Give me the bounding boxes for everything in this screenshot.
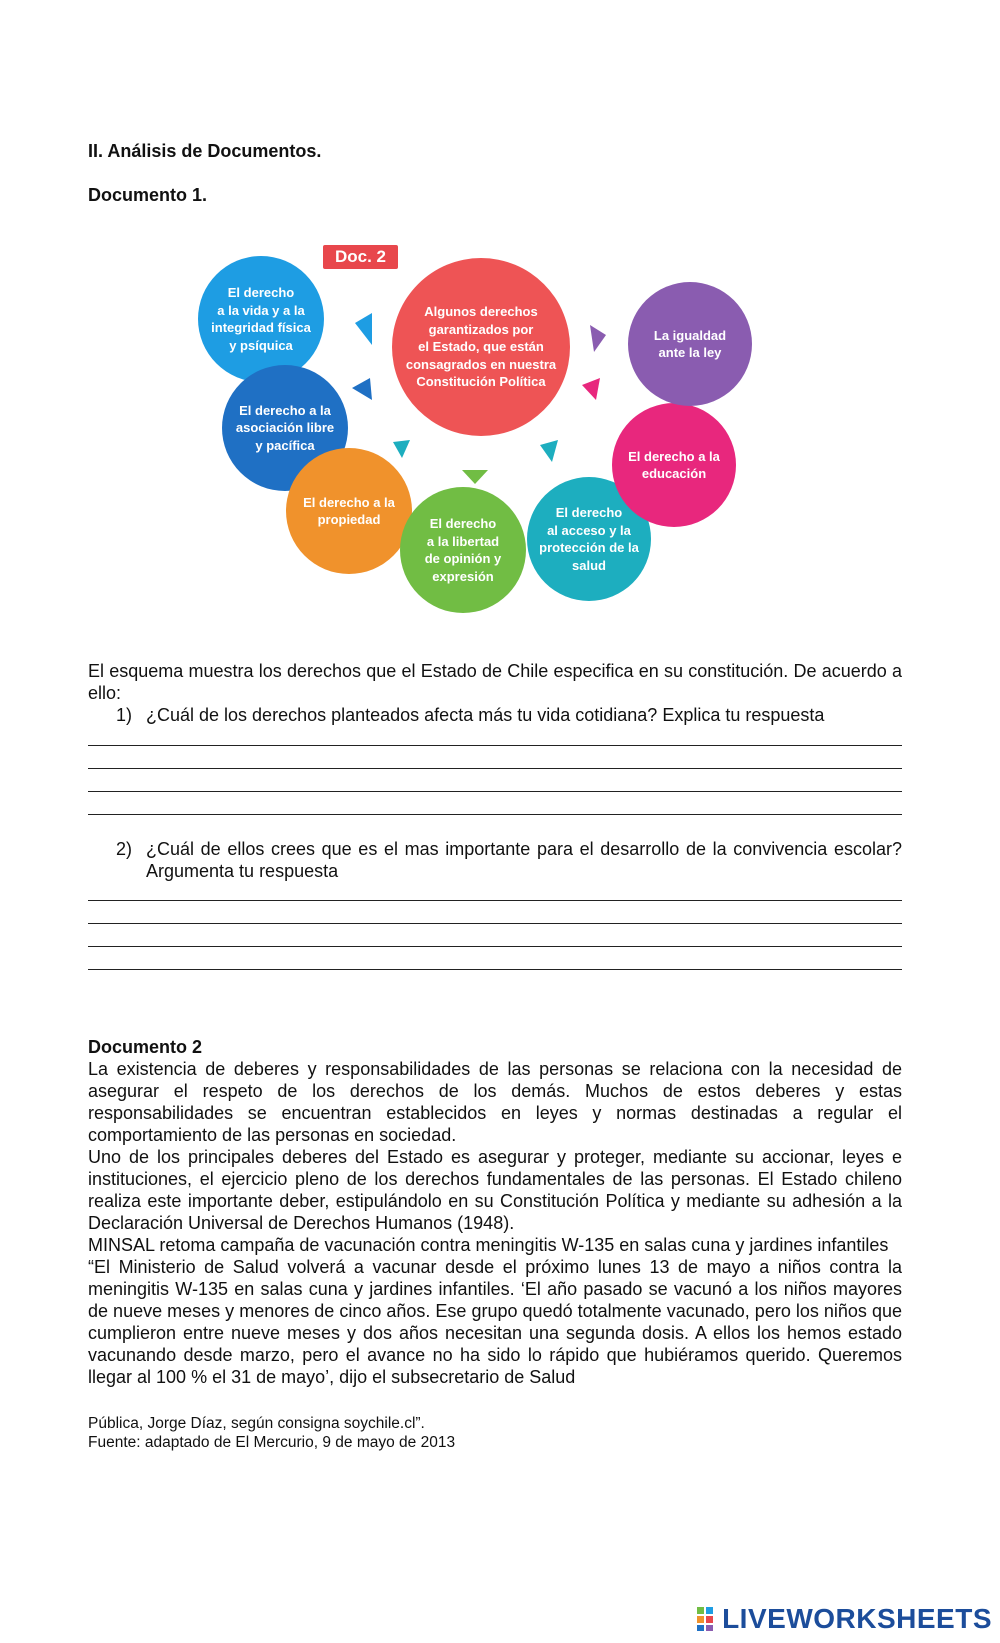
- answer-line-2[interactable]: [88, 969, 902, 970]
- quote-attribution: Pública, Jorge Díaz, según consigna soychile.cl”.: [88, 1415, 425, 1432]
- logo-icon: [696, 1606, 722, 1632]
- paragraph-text: Uno de los principales deberes del Estado es asegurar y proteger, mediante su accionar, leyes e instituciones, el ejercicio pleno de los derechos fundamentales de las personas. El Estado chileno realiza este importante deber, estipulándolo en su Constitución Política y mediante su adhesión a la Declaración Universal de Derechos Humanos (1948).: [88, 1147, 902, 1233]
- answer-line-2[interactable]: [88, 946, 902, 947]
- diagram-intro: El esquema muestra los derechos que el Estado de Chile especifica en su constitución. De acuerdo a ello:: [88, 661, 902, 703]
- answer-line-2[interactable]: [88, 923, 902, 924]
- document-2-paragraph: [88, 1058, 902, 1388]
- arrow-icon: [462, 470, 488, 484]
- question-1-number: 1): [116, 705, 133, 725]
- right-label: El derecho al acceso y la protección de la salud: [539, 505, 639, 573]
- section-title: II. Análisis de Documentos.: [88, 141, 322, 161]
- center-label: Algunos derechos garantizados por el Estado, que están consagrados en nuestra Constitución Política: [405, 304, 557, 390]
- logo-text: LIVEWORKSHEETS: [722, 1603, 992, 1634]
- answer-line-1[interactable]: [88, 745, 902, 746]
- document-1-title: Documento 1.: [88, 185, 208, 205]
- question-2: ¿Cuál de ellos crees que es el mas importante para el desarrollo de la convivencia escolar?Argumenta tu respuesta: [146, 839, 902, 881]
- diagram-arrows: [0, 0, 1000, 640]
- arrow-icon: [393, 440, 410, 458]
- question-2-number: 2): [116, 839, 133, 859]
- right-label: La igualdad ante la ley: [653, 327, 727, 360]
- right-label: El derecho a la educación: [628, 448, 720, 481]
- paragraph-text: La existencia de deberes y responsabilidades de las personas se relaciona con la necesidad de asegurar el respeto de los derechos de los demás. Muchos de estos deberes y estas responsabilidades se encuentran establecidos en leyes y normas destinadas a regular el comportamiento de las personas en sociedad.: [88, 1059, 902, 1145]
- right-label: El derecho a la asociación libre y pacífica: [235, 402, 335, 453]
- document-2-title: Documento 2: [88, 1037, 203, 1057]
- liveworksheets-logo: [696, 1603, 992, 1635]
- right-label: El derecho a la libertad de opinión y expresión: [424, 516, 502, 584]
- source-note: Fuente: adaptado de El Mercurio, 9 de mayo de 2013: [88, 1434, 456, 1451]
- answer-line-1[interactable]: [88, 768, 902, 769]
- right-label: El derecho a la vida y a la integridad física y psíquica: [211, 285, 311, 353]
- right-label: El derecho a la propiedad: [303, 494, 395, 527]
- doc-tag: Doc. 2: [323, 245, 398, 269]
- answer-line-1[interactable]: [88, 791, 902, 792]
- answer-line-1[interactable]: [88, 814, 902, 815]
- arrow-icon: [352, 378, 372, 400]
- arrow-icon: [582, 378, 600, 400]
- arrow-icon: [590, 325, 606, 352]
- question-1: ¿Cuál de los derechos planteados afecta más tu vida cotidiana? Explica tu respuesta: [146, 705, 825, 725]
- answer-line-2[interactable]: [88, 900, 902, 901]
- news-headline: MINSAL retoma campaña de vacunación contra meningitis W-135 en salas cuna y jardines infantiles: [88, 1235, 889, 1255]
- news-quote: “El Ministerio de Salud volverá a vacunar desde el próximo lunes 13 de mayo a niños contra la meningitis W-135 en salas cuna y jardines infantiles. ‘El año pasado se vacunó a los niños mayores de nueve meses y menores de cinco años. Ese grupo quedó totalmente vacunado, pero los niños que cumplieron entre nueve meses y dos años necesitan una segunda dosis. A ellos los hemos estado vacunando desde marzo, pero el avance no ha sido lo rápido que hubiéramos querido. Queremos llegar al 100 % el 31 de mayo’, dijo el subsecretario de Salud: [88, 1257, 902, 1387]
- arrow-icon: [540, 440, 558, 462]
- arrow-icon: [355, 313, 372, 345]
